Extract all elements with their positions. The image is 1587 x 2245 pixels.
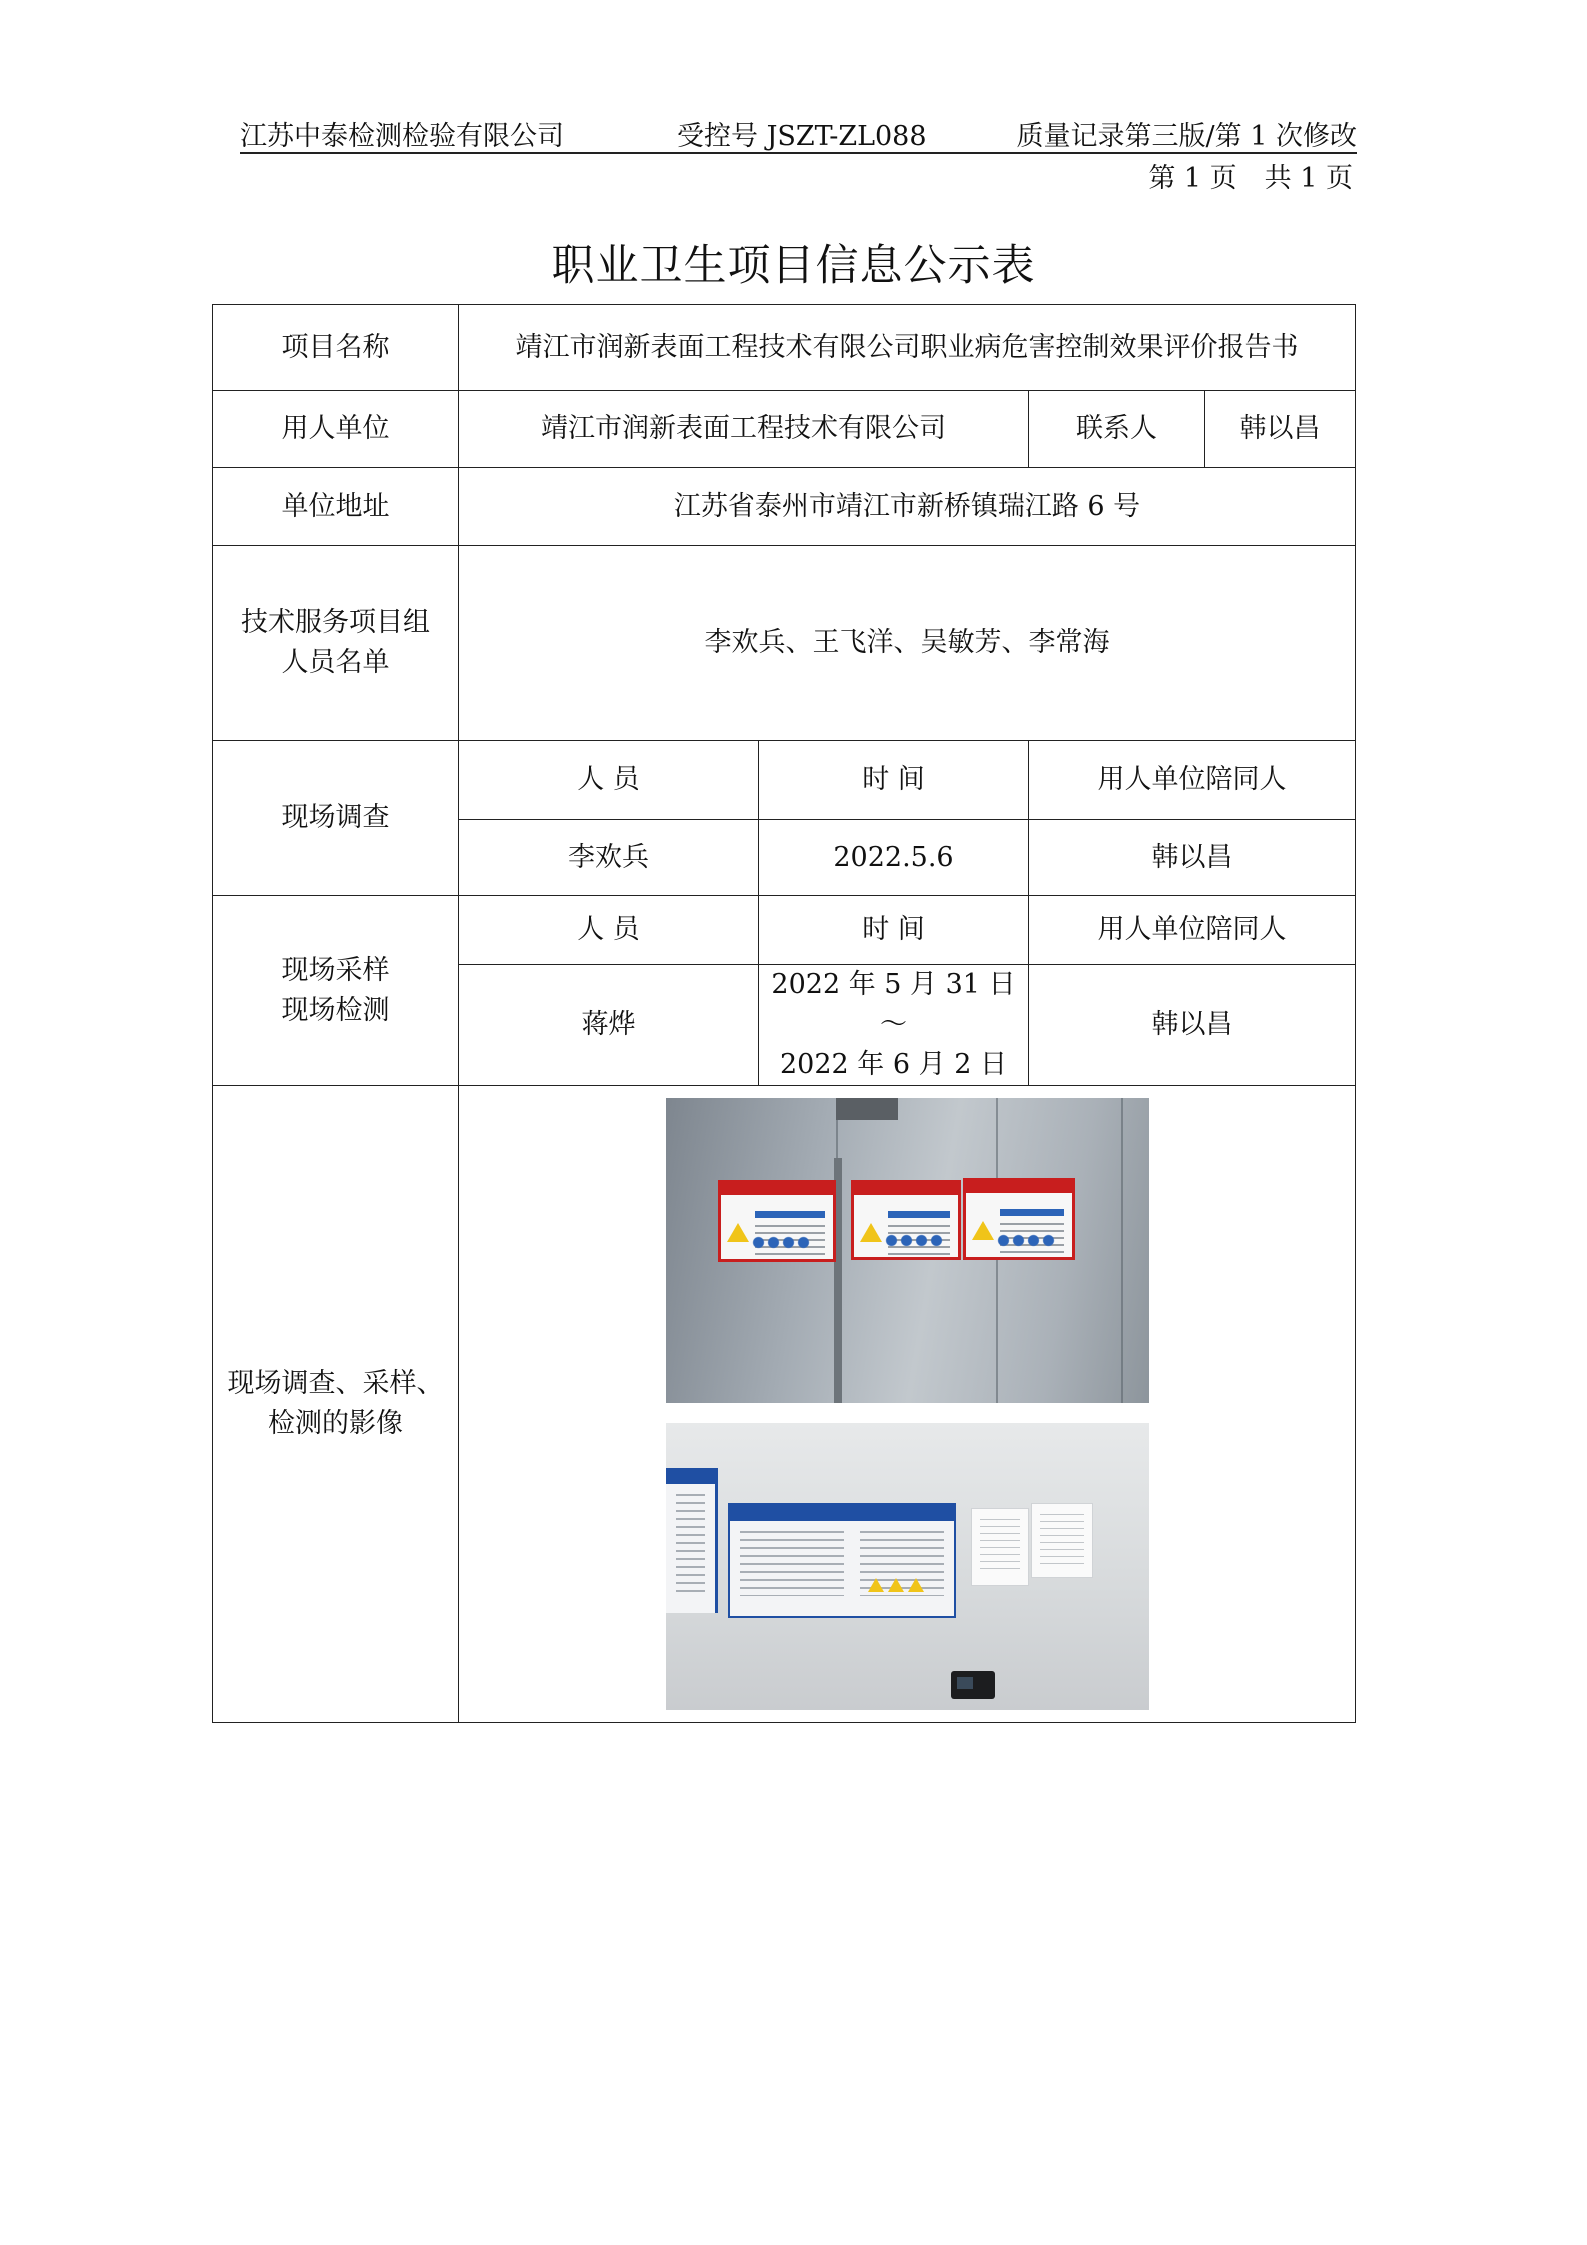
header-company: 江苏中泰检测检验有限公司 — [240, 121, 564, 152]
survey-label: 现场调查 — [213, 741, 459, 896]
sampling-col-person: 人 员 — [459, 896, 759, 965]
survey-escort: 韩以昌 — [1029, 820, 1356, 896]
page-number — [1120, 156, 1353, 195]
document-header — [240, 110, 1357, 154]
sampling-label-line2: 现场检测 — [281, 994, 390, 1026]
contact-value: 韩以昌 — [1205, 391, 1356, 468]
notice-board-left — [666, 1468, 718, 1613]
address-label: 单位地址 — [213, 468, 459, 546]
sampling-escort: 韩以昌 — [1029, 965, 1356, 1086]
posted-document-1 — [971, 1508, 1029, 1586]
occupational-health-board — [728, 1503, 956, 1618]
row-sampling-header — [213, 896, 1356, 965]
wall-warning-signs-photo — [666, 1098, 1149, 1403]
page-current: 第 1 页 — [1148, 163, 1237, 194]
warning-sign-right — [963, 1178, 1075, 1260]
images-cell — [459, 1086, 1356, 1723]
row-employer — [213, 391, 1356, 468]
project-name-label: 项目名称 — [213, 305, 459, 391]
employer-value: 靖江市润新表面工程技术有限公司 — [459, 391, 1029, 468]
survey-col-time: 时 间 — [759, 741, 1029, 820]
sampling-time-line2: 2022 年 6 月 2 日 — [780, 1049, 1007, 1080]
team-label-line2: 人员名单 — [281, 647, 390, 678]
warning-sign-left — [718, 1180, 836, 1262]
row-project-name — [213, 305, 1356, 391]
wall-fixture — [836, 1098, 898, 1120]
header-control-number: 受控号 JSZT-ZL088 — [677, 121, 927, 152]
images-label — [213, 1086, 459, 1723]
survey-col-escort: 用人单位陪同人 — [1029, 741, 1356, 820]
project-name-value: 靖江市润新表面工程技术有限公司职业病危害控制效果评价报告书 — [459, 305, 1356, 391]
page-title: 职业卫生项目信息公示表 — [551, 241, 1036, 291]
sampling-time — [759, 965, 1029, 1086]
sampling-label — [213, 896, 459, 1086]
warning-sign-middle — [851, 1180, 961, 1260]
employer-label: 用人单位 — [213, 391, 459, 468]
row-survey-header — [213, 741, 1356, 820]
team-label — [213, 546, 459, 741]
page-total: 共 1 页 — [1264, 163, 1353, 194]
attendance-device — [951, 1671, 995, 1699]
team-label-line1: 技术服务项目组 — [241, 607, 430, 638]
sampling-label-line1: 现场采样 — [281, 954, 390, 986]
row-images — [213, 1086, 1356, 1723]
images-label-line1: 现场调查、采样、 — [227, 1368, 444, 1399]
row-team — [213, 546, 1356, 741]
survey-col-person: 人 员 — [459, 741, 759, 820]
survey-time: 2022.5.6 — [759, 820, 1029, 896]
images-label-line2: 检测的影像 — [268, 1408, 403, 1439]
sampling-time-line1: 2022 年 5 月 31 日～ — [771, 969, 1016, 1040]
notice-board-photo — [666, 1423, 1149, 1710]
team-value: 李欢兵、王飞洋、吴敏芳、李常海 — [459, 546, 1356, 741]
sampling-person: 蒋烨 — [459, 965, 759, 1086]
contact-label: 联系人 — [1029, 391, 1205, 468]
sampling-col-time: 时 间 — [759, 896, 1029, 965]
header-version: 质量记录第三版/第 1 次修改 — [1016, 121, 1357, 152]
address-value: 江苏省泰州市靖江市新桥镇瑞江路 6 号 — [459, 468, 1356, 546]
posted-document-2 — [1031, 1503, 1093, 1578]
row-address — [213, 468, 1356, 546]
survey-person: 李欢兵 — [459, 820, 759, 896]
sampling-col-escort: 用人单位陪同人 — [1029, 896, 1356, 965]
info-table — [212, 304, 1356, 1723]
